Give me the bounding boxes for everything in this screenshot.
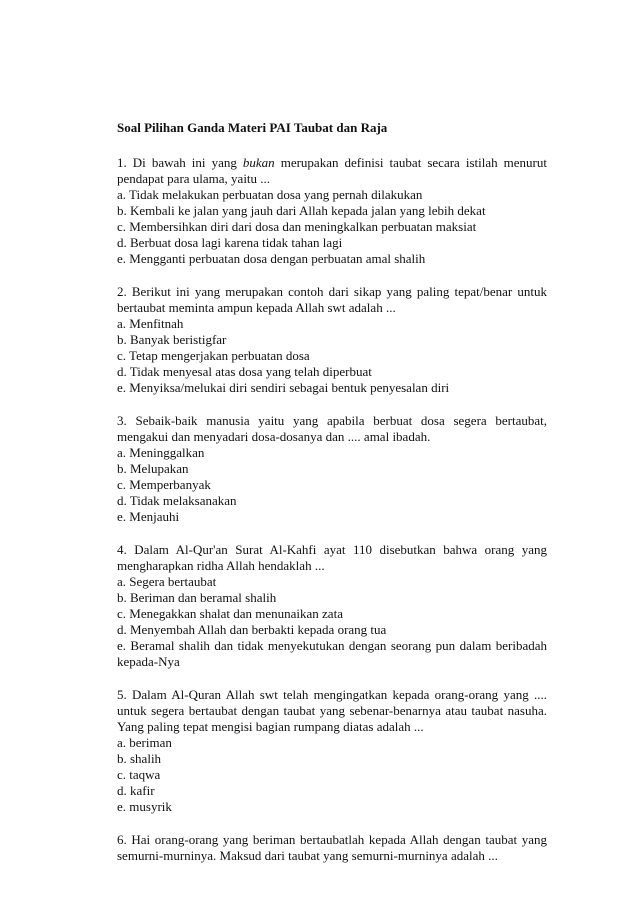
option-b: b. Banyak beristigfar [117, 332, 227, 347]
option-c: c. Tetap mengerjakan perbuatan dosa [117, 348, 310, 363]
options-list [117, 316, 547, 396]
option-d: d. Menyembah Allah dan berbakti kepada orang tua [117, 622, 387, 637]
option-d: d. Berbuat dosa lagi karena tidak tahan lagi [117, 235, 343, 250]
question-text [117, 155, 547, 187]
question-5 [117, 687, 547, 815]
option-d: d. Tidak melaksanakan [117, 493, 237, 508]
option-c: c. Menegakkan shalat dan menunaikan zata [117, 606, 343, 621]
document-title: Soal Pilihan Ganda Materi PAI Taubat dan Raja [117, 120, 388, 135]
question-emphasis: bukan [242, 155, 275, 170]
question-text [117, 687, 547, 735]
question-text [117, 284, 547, 316]
question-body: Dalam Al-Qur'an Surat Al-Kahfi ayat 110 disebutkan bahwa orang yang mengharapkan ridha Allah hendaklah ... [117, 542, 547, 573]
options-list [117, 445, 547, 525]
question-number: 6. [117, 832, 127, 847]
option-b: b. shalih [117, 751, 162, 766]
option-c: c. Memperbanyak [117, 477, 211, 492]
question-4 [117, 542, 547, 670]
option-d: d. kafir [117, 783, 155, 798]
question-1 [117, 155, 547, 267]
options-list [117, 735, 547, 815]
option-b: b. Beriman dan beramal shalih [117, 590, 277, 605]
option-e: e. Menyiksa/melukai diri sendiri sebagai bentuk penyesalan diri [117, 380, 450, 395]
question-number: 3. [117, 413, 127, 428]
question-text [117, 542, 547, 574]
question-number: 2. [117, 284, 127, 299]
option-c: c. taqwa [117, 767, 161, 782]
question-number: 4. [117, 542, 127, 557]
option-e: e. musyrik [117, 799, 172, 814]
question-body: Berikut ini yang merupakan contoh dari sikap yang paling tepat/benar untuk bertaubat meminta ampun kepada Allah swt adalah ... [117, 284, 547, 315]
question-text [117, 832, 547, 864]
question-3 [117, 413, 547, 525]
option-c: c. Membersihkan diri dari dosa dan meningkalkan perbuatan maksiat [117, 219, 477, 234]
question-2 [117, 284, 547, 396]
question-number: 5. [117, 687, 127, 702]
question-text [117, 413, 547, 445]
options-list [117, 574, 547, 670]
question-6 [117, 832, 547, 864]
option-d: d. Tidak menyesal atas dosa yang telah diperbuat [117, 364, 372, 379]
question-text-before: Di bawah ini yang [126, 155, 243, 170]
option-e: e. Mengganti perbuatan dosa dengan perbuatan amal shalih [117, 251, 426, 266]
option-b: b. Kembali ke jalan yang jauh dari Allah kepada jalan yang lebih dekat [117, 203, 486, 218]
question-body: Dalam Al-Quran Allah swt telah mengingatkan kepada orang-orang yang .... untuk segera bertaubat dengan taubat yang sebenar-benarnya atau taubat nasuha. Yang paling tepat mengisi bagian rumpang diatas adalah ... [117, 687, 547, 734]
question-number: 1. [117, 155, 127, 170]
question-body: Sebaik-baik manusia yaitu yang apabila berbuat dosa segera bertaubat, mengakui dan menyadari dosa-dosanya dan .... amal ibadah. [117, 413, 547, 444]
options-list [117, 187, 547, 267]
option-e: e. Beramal shalih dan tidak menyekutukan dengan seorang pun dalam beribadah kepada-Nya [117, 638, 547, 669]
option-a: a. beriman [117, 735, 172, 750]
option-a: a. Segera bertaubat [117, 574, 217, 589]
document-content [117, 119, 547, 881]
option-a: a. Tidak melakukan perbuatan dosa yang pernah dilakukan [117, 187, 423, 202]
option-a: a. Meninggalkan [117, 445, 205, 460]
option-e: e. Menjauhi [117, 509, 180, 524]
option-b: b. Melupakan [117, 461, 189, 476]
question-body: Hai orang-orang yang beriman bertaubatlah kepada Allah dengan taubat yang semurni-murninya. Maksud dari taubat yang semurni-murninya adalah ... [117, 832, 547, 863]
option-a: a. Menfitnah [117, 316, 184, 331]
question-text-after: merupakan definisi taubat secara istilah menurut pendapat para ulama, yaitu ... [117, 155, 548, 186]
